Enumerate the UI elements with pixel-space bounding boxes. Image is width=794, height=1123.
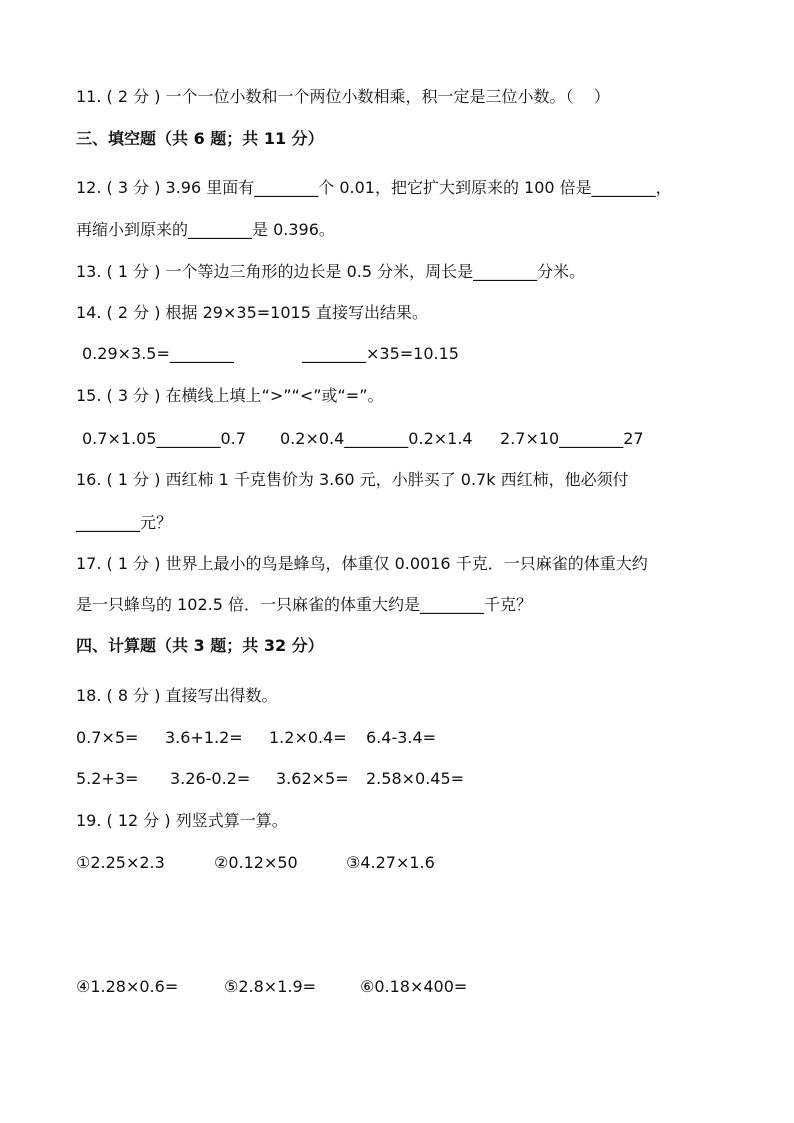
question-14-items <box>82 343 459 365</box>
q18-item: 5.2+3= <box>76 769 139 788</box>
question-14: 14. ( 2 分 ) 根据 29×35=1015 直接写出结果。 <box>76 303 428 322</box>
question-17-line2: 是一只蜂鸟的 102.5 倍．一只麻雀的体重大约是________千克？ <box>76 595 532 614</box>
q15-item: 0.7×1.05________0.7 <box>82 429 246 448</box>
q18-item: 2.58×0.45= <box>366 769 465 788</box>
question-16-line2: ________元？ <box>76 513 173 532</box>
q14-item: ________×35=10.15 <box>302 344 459 363</box>
q18-item: 1.2×0.4= <box>269 728 347 747</box>
question-17-line1: 17. ( 1 分 ) 世界上最小的鸟是蜂鸟，体重仅 0.0016 千克．一只麻雀的体重大约 <box>76 554 648 573</box>
question-18: 18. ( 8 分 ) 直接写出得数。 <box>76 686 278 705</box>
question-18-row2 <box>76 768 465 790</box>
q15-item: 2.7×10________27 <box>500 429 644 448</box>
question-15-items <box>82 428 644 450</box>
question-19-row2 <box>76 976 468 998</box>
q19-item: ②0.12×50 <box>214 853 298 872</box>
section-three-title: 三、填空题（共 6 题；共 11 分） <box>76 129 324 148</box>
question-13: 13. ( 1 分 ) 一个等边三角形的边长是 0.5 分米，周长是________分米。 <box>76 262 586 281</box>
q18-item: 0.7×5= <box>76 728 139 747</box>
q19-item: ③4.27×1.6 <box>346 853 435 872</box>
q19-item: ⑥0.18×400= <box>360 977 468 996</box>
q14-item: 0.29×3.5=________ <box>82 344 234 363</box>
question-15: 15. ( 3 分 ) 在横线上填上“>”“<”或“=”。 <box>76 386 384 405</box>
question-12-line2: 再缩小到原来的________是 0.396。 <box>76 220 335 239</box>
q18-item: 3.6+1.2= <box>165 728 243 747</box>
question-19-row1 <box>76 852 435 874</box>
q19-item: ①2.25×2.3 <box>76 853 165 872</box>
question-19: 19. ( 12 分 ) 列竖式算一算。 <box>76 811 288 830</box>
q19-item: ⑤2.8×1.9= <box>224 977 317 996</box>
q18-item: 3.62×5= <box>276 769 349 788</box>
question-18-row1 <box>76 727 437 749</box>
section-four-title: 四、计算题（共 3 题；共 32 分） <box>76 636 324 655</box>
q19-item: ④1.28×0.6= <box>76 977 179 996</box>
q15-item: 0.2×0.4________0.2×1.4 <box>280 429 473 448</box>
question-11: 11. ( 2 分 ) 一个一位小数和一个两位小数相乘，积一定是三位小数。（ ） <box>76 87 610 106</box>
question-12-line1: 12. ( 3 分 ) 3.96 里面有________个 0.01，把它扩大到原来的 100 倍是________， <box>76 178 672 197</box>
q18-item: 3.26-0.2= <box>170 769 251 788</box>
q18-item: 6.4-3.4= <box>366 728 437 747</box>
question-16-line1: 16. ( 1 分 ) 西红柿 1 千克售价为 3.60 元，小胖买了 0.7k 西红柿，他必须付 <box>76 470 629 489</box>
